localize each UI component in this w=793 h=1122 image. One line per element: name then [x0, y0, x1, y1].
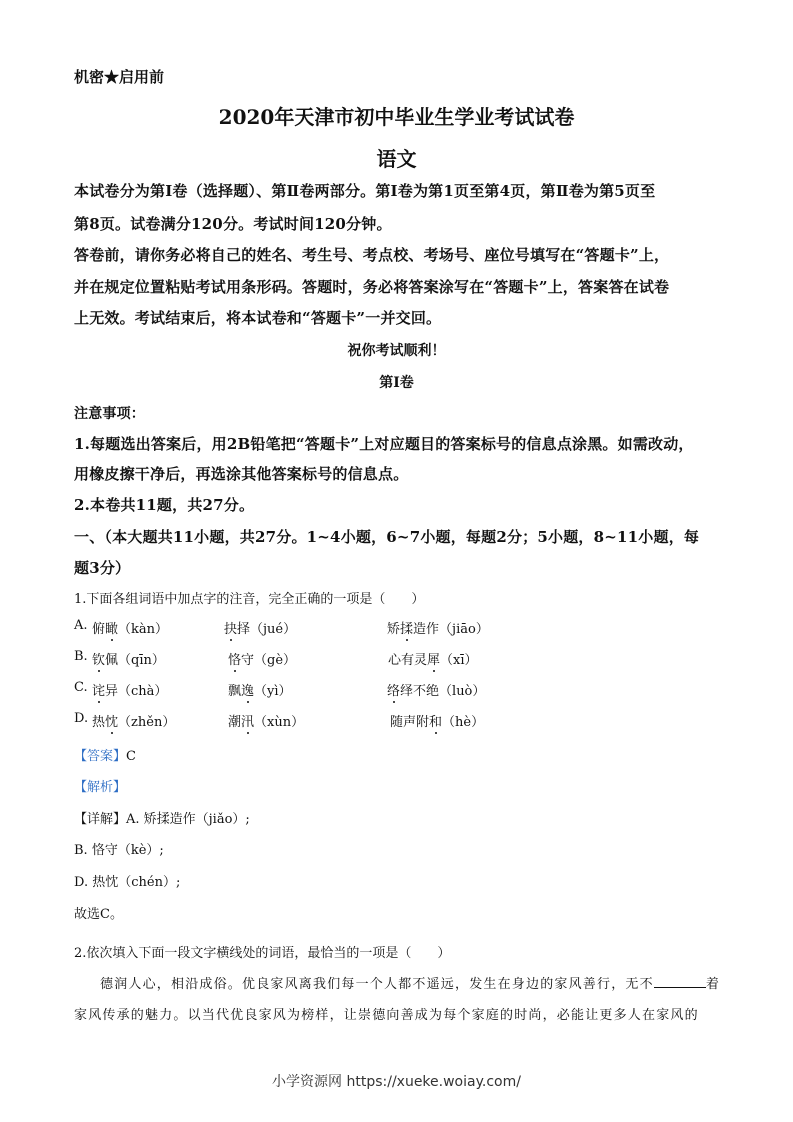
option-c-letter: C. [74, 680, 88, 695]
detail-line-1: 【详解】A. 矫揉造作（jiǎo）; [74, 812, 250, 827]
dotted-character: 汛 [241, 711, 254, 730]
instructions-line-2: 第8页。试卷满分120分。考试时间120分钟。 [74, 215, 392, 233]
good-luck-text: 祝你考试顺利！ [347, 343, 446, 359]
note-1-line-2: 用橡皮擦干净后，再选涂其他答案标号的信息点。 [74, 465, 409, 483]
conclusion: 故选C。 [74, 907, 123, 922]
option-b-word-2: 恪守（gè） [228, 649, 296, 668]
option-c-word-1: 诧异（chà） [92, 680, 167, 699]
analysis-tag: 【解析】 [74, 780, 127, 795]
answer-tag: 【答案】 [74, 749, 127, 764]
option-b-word-3: 心有灵犀（xī） [388, 649, 478, 668]
fill-blank [654, 975, 706, 988]
dotted-character: 抉 [224, 618, 237, 637]
option-d-word-3: 随声附和（hè） [390, 711, 484, 730]
dotted-character: 诧 [92, 680, 105, 699]
passage-line-2: 家风传承的魅力。以当代优良家风为榜样，让崇德向善成为每个家庭的时尚，必能让更多人在家风的 [74, 1008, 699, 1023]
option-a-word-3: 矫揉造作（jiāo） [387, 618, 489, 637]
dotted-character: 逸 [241, 680, 254, 699]
option-d-word-2: 潮汛（xùn） [228, 711, 304, 730]
dotted-character: 揉 [400, 618, 413, 637]
dotted-character: 络 [387, 680, 400, 699]
section-title: 第Ⅰ卷 [379, 375, 414, 391]
dotted-character: 钦 [92, 649, 105, 668]
question-1-stem: 1.下面各组词语中加点字的注音，完全正确的一项是（ ） [74, 592, 425, 607]
note-2: 2.本卷共11题，共27分。 [74, 496, 255, 514]
subject-title: 语文 [376, 147, 417, 171]
exam-title: 2020年天津市初中毕业生学业考试试卷 [218, 105, 575, 129]
instructions-line-3: 答卷前，请你务必将自己的姓名、考生号、考点校、考场号、座位号填写在“答题卡”上， [74, 246, 670, 264]
answer-line [74, 745, 136, 764]
dotted-character: 忱 [105, 711, 118, 730]
passage-line-1: 德润人心，相沿成俗。优良家风离我们每一个人都不遥远，发生在身边的家风善行，无不 着 [100, 977, 721, 992]
option-c-word-2: 飘逸（yì） [228, 680, 292, 699]
detail-line-3: D. 热忱（chén）; [74, 875, 181, 890]
option-b-word-1: 钦佩（qīn） [92, 649, 165, 668]
detail-line-2: B. 恪守（kè）; [74, 843, 164, 858]
option-a-word-1: 俯瞰（kàn） [92, 618, 168, 637]
secret-label: 机密★启用前 [74, 68, 165, 86]
dotted-character: 瞰 [105, 618, 118, 637]
part1-line-1: 一、（本大题共11小题，共27分。1~4小题，6~7小题，每题2分；5小题，8~11小题，每 [74, 528, 700, 546]
dotted-character: 恪 [228, 649, 241, 668]
dotted-character: 和 [429, 711, 442, 730]
option-a-letter: A. [74, 618, 88, 633]
part1-line-2: 题3分） [74, 559, 131, 577]
footer-watermark: 小学资源网 https://xueke.woiay.com/ [272, 1074, 521, 1090]
instructions-line-5: 上无效。考试结束后，将本试卷和“答题卡”一并交回。 [74, 309, 442, 327]
option-b-letter: B. [74, 649, 88, 664]
option-a-word-2: 抉择（jué） [224, 618, 296, 637]
dotted-character: 犀 [427, 649, 440, 668]
option-c-word-3: 络绎不绝（luò） [387, 680, 485, 699]
note-1-line-1: 1.每题选出答案后，用2B铅笔把“答题卡”上对应题目的答案标号的信息点涂黑。如需改动， [74, 435, 694, 453]
option-d-word-1: 热忱（zhěn） [92, 711, 175, 730]
question-2-stem: 2.依次填入下面一段文字横线处的词语，最恰当的一项是（ ） [74, 946, 451, 961]
answer-value: C [126, 749, 136, 764]
option-d-letter: D. [74, 711, 89, 726]
instructions-line-1: 本试卷分为第Ⅰ卷（选择题）、第Ⅱ卷两部分。第Ⅰ卷为第1页至第4页，第Ⅱ卷为第5页至 [74, 182, 656, 200]
notes-heading: 注意事项： [74, 406, 145, 422]
instructions-line-4: 并在规定位置粘贴考试用条形码。答题时，务必将答案涂写在“答题卡”上，答案答在试卷 [74, 278, 670, 296]
